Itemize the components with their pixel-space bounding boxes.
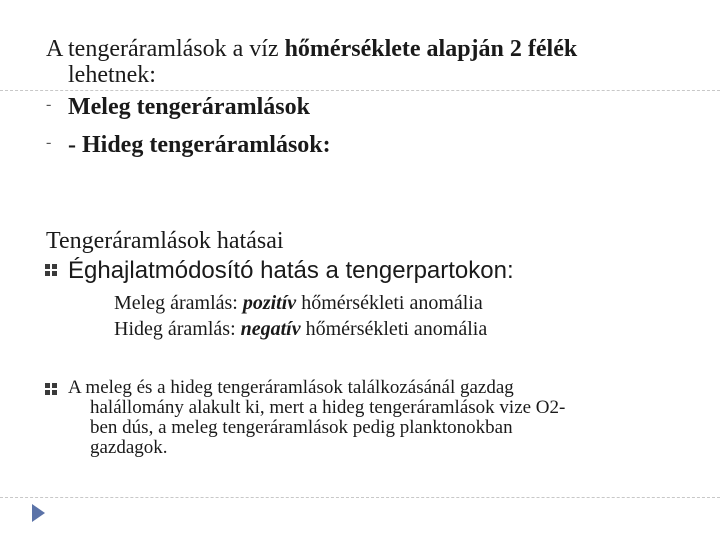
- paragraph-line: gazdagok.: [90, 437, 168, 458]
- separator-top: [0, 90, 720, 91]
- positive-label: pozitív: [242, 292, 297, 314]
- intro-line-1: [46, 36, 577, 62]
- item-cold-currents: [68, 132, 331, 158]
- negative-label: negatív: [240, 318, 301, 340]
- next-slide-arrow-icon[interactable]: [32, 504, 45, 522]
- intro-bold-text: hőmérséklete alapján 2 félék: [284, 36, 578, 62]
- square-bullet-icon: [45, 264, 57, 276]
- bullet-fish-paragraph: [68, 378, 565, 458]
- square-bullet-icon: [45, 383, 57, 395]
- paragraph-line: halállomány alakult ki, mert a hideg tengeráramlások vize O2-: [90, 397, 566, 418]
- item-warm-label: Meleg tengeráramlások: [68, 94, 310, 120]
- sub-warm-anomaly: Meleg áramlás: pozitív hőmérsékleti anomália: [114, 292, 483, 314]
- paragraph-line: A meleg és a hideg tengeráramlások találkozásánál gazdag: [68, 377, 514, 398]
- separator-bottom: [0, 497, 720, 498]
- intro-line-2: lehetnek:: [68, 62, 156, 88]
- intro-text: A tengeráramlások a víz: [46, 36, 285, 62]
- dash-marker-2: -: [46, 134, 52, 151]
- item-warm-currents: [68, 94, 310, 120]
- section-heading: Tengeráramlások hatásai: [46, 228, 284, 254]
- dash-marker-1: -: [46, 96, 52, 113]
- paragraph-line: ben dús, a meleg tengeráramlások pedig planktonokban: [90, 417, 513, 438]
- bullet-climate-effect: Éghajlatmódosító hatás a tengerpartokon:: [68, 257, 514, 284]
- sub-cold-anomaly: Hideg áramlás: negatív hőmérsékleti anomália: [114, 318, 488, 340]
- item-cold-label: - Hideg tengeráramlások:: [68, 132, 331, 158]
